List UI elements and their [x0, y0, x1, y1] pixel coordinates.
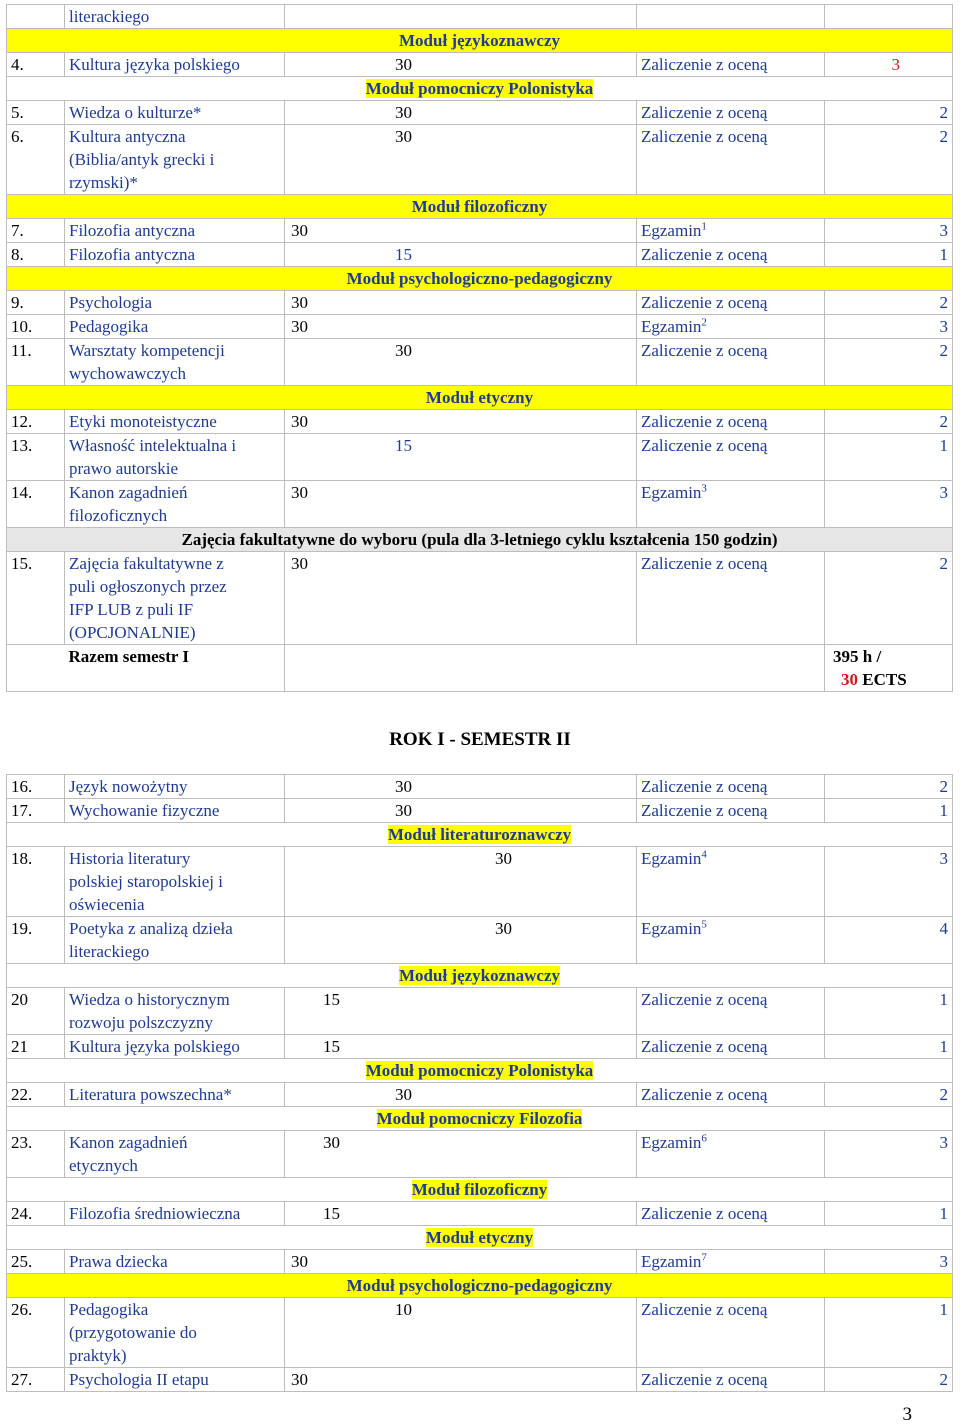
footnote-mark: 2	[701, 316, 707, 329]
course-name: Poetyka z analizą dzieła literackiego	[65, 917, 285, 964]
table-row	[7, 552, 953, 645]
module-label: Moduł pomocniczy Polonistyka	[7, 77, 953, 101]
course-form: Zaliczenie z oceną	[637, 53, 825, 77]
course-ects: 1	[825, 799, 953, 823]
course-ects: 2	[825, 775, 953, 799]
course-ects: 3	[825, 847, 953, 917]
module-header	[7, 1178, 953, 1202]
row-number: 27.	[7, 1368, 65, 1392]
row-number	[7, 5, 65, 29]
course-name: literackiego	[65, 5, 285, 29]
row-number: 21	[7, 1035, 65, 1059]
course-form: Zaliczenie z oceną	[637, 988, 825, 1035]
table-row	[7, 125, 953, 195]
course-name: Kultura antyczna (Biblia/antyk grecki i rzymski)*	[65, 125, 285, 195]
course-form	[637, 1131, 825, 1178]
row-number: 4.	[7, 53, 65, 77]
table-row	[7, 291, 953, 315]
row-number: 8.	[7, 243, 65, 267]
module-label: Moduł językoznawczy	[7, 29, 953, 53]
form-text: Egzamin	[641, 317, 702, 336]
course-name: Zajęcia fakultatywne z puli ogłoszonych przez IFP LUB z puli IF (OPCJONALNIE)	[65, 552, 285, 645]
module-label: Zajęcia fakultatywne do wyboru (pula dla 3-letniego cyklu kształcenia 150 godzin)	[7, 528, 953, 552]
module-label: Moduł etyczny	[7, 1226, 953, 1250]
module-header	[7, 1226, 953, 1250]
course-ects: 2	[825, 1368, 953, 1392]
table-row	[7, 799, 953, 823]
course-name: Kanon zagadnień etycznych	[65, 1131, 285, 1178]
course-name: Psychologia	[65, 291, 285, 315]
course-ects: 1	[825, 434, 953, 481]
course-name: Wiedza o kulturze*	[65, 101, 285, 125]
course-hours: 30	[285, 101, 637, 125]
course-hours: 30	[285, 291, 637, 315]
table-row	[7, 53, 953, 77]
course-hours: 30	[285, 1131, 637, 1178]
course-form	[637, 1250, 825, 1274]
course-hours: 30	[285, 917, 637, 964]
module-header	[7, 1274, 953, 1298]
course-form: Zaliczenie z oceną	[637, 775, 825, 799]
module-header	[7, 1059, 953, 1083]
course-ects: 2	[825, 410, 953, 434]
row-number: 20	[7, 988, 65, 1035]
course-ects: 4	[825, 917, 953, 964]
course-name: Kultura języka polskiego	[65, 1035, 285, 1059]
course-form: Zaliczenie z oceną	[637, 243, 825, 267]
table-row	[7, 917, 953, 964]
course-form: Zaliczenie z oceną	[637, 125, 825, 195]
course-hours: 30	[285, 410, 637, 434]
module-header	[7, 386, 953, 410]
row-number: 24.	[7, 1202, 65, 1226]
course-form: Zaliczenie z oceną	[637, 1368, 825, 1392]
course-form: Zaliczenie z oceną	[637, 1083, 825, 1107]
course-ects: 3	[825, 1131, 953, 1178]
row-number: 7.	[7, 219, 65, 243]
row-number: 23.	[7, 1131, 65, 1178]
course-name: Filozofia średniowieczna	[65, 1202, 285, 1226]
course-hours: 15	[285, 988, 637, 1035]
table-row	[7, 1202, 953, 1226]
course-form: Zaliczenie z oceną	[637, 1202, 825, 1226]
total-ects-value: 30	[841, 670, 858, 689]
course-hours: 30	[285, 219, 637, 243]
course-ects: 3	[825, 1250, 953, 1274]
footnote-mark: 4	[701, 848, 707, 861]
module-header	[7, 964, 953, 988]
module-header	[7, 528, 953, 552]
course-name: Własność intelektualna i prawo autorskie	[65, 434, 285, 481]
course-ects: 2	[825, 291, 953, 315]
row-number: 18.	[7, 847, 65, 917]
course-name: Kultura języka polskiego	[65, 53, 285, 77]
course-form: Zaliczenie z oceną	[637, 552, 825, 645]
row-number: 5.	[7, 101, 65, 125]
course-ects: 1	[825, 243, 953, 267]
table-row	[7, 847, 953, 917]
table-row	[7, 101, 953, 125]
course-name: Język nowożytny	[65, 775, 285, 799]
course-form: Zaliczenie z oceną	[637, 101, 825, 125]
course-form	[637, 481, 825, 528]
row-number: 11.	[7, 339, 65, 386]
module-label: Moduł psychologiczno-pedagogiczny	[7, 1274, 953, 1298]
course-form: Zaliczenie z oceną	[637, 291, 825, 315]
table-row	[7, 1368, 953, 1392]
total-hours: 395 h /	[833, 647, 882, 666]
table-row	[7, 1131, 953, 1178]
module-header	[7, 29, 953, 53]
course-ects: 3	[825, 219, 953, 243]
course-hours: 30	[285, 775, 637, 799]
semester-total-row	[7, 645, 953, 692]
course-ects: 3	[825, 315, 953, 339]
module-label: Moduł etyczny	[7, 386, 953, 410]
course-name: Prawa dziecka	[65, 1250, 285, 1274]
course-form	[637, 315, 825, 339]
total-ects-unit: ECTS	[862, 670, 907, 689]
course-ects: 2	[825, 125, 953, 195]
semester-title: ROK I - SEMESTR II	[389, 729, 571, 750]
course-form: Zaliczenie z oceną	[637, 799, 825, 823]
course-name: Kanon zagadnień filozoficznych	[65, 481, 285, 528]
course-ects: 2	[825, 339, 953, 386]
total-value	[825, 645, 953, 692]
course-hours: 30	[285, 1250, 637, 1274]
total-spacer	[7, 645, 65, 692]
course-hours: 15	[285, 434, 637, 481]
row-number: 17.	[7, 799, 65, 823]
course-form	[637, 5, 825, 29]
module-header	[7, 77, 953, 101]
table-row	[7, 1083, 953, 1107]
course-form	[637, 219, 825, 243]
module-label: Moduł literaturoznawczy	[7, 823, 953, 847]
row-number: 22.	[7, 1083, 65, 1107]
course-name: Psychologia II etapu	[65, 1368, 285, 1392]
course-name: Filozofia antyczna	[65, 243, 285, 267]
course-hours: 30	[285, 799, 637, 823]
course-ects: 1	[825, 1202, 953, 1226]
table-row	[7, 339, 953, 386]
row-number: 16.	[7, 775, 65, 799]
form-text: Egzamin	[641, 1252, 702, 1271]
course-ects	[825, 5, 953, 29]
row-number: 6.	[7, 125, 65, 195]
module-label: Moduł pomocniczy Polonistyka	[7, 1059, 953, 1083]
table-row	[7, 988, 953, 1035]
row-number: 9.	[7, 291, 65, 315]
course-hours: 10	[285, 1298, 637, 1368]
row-number: 12.	[7, 410, 65, 434]
course-ects: 3	[825, 481, 953, 528]
form-text: Egzamin	[641, 483, 702, 502]
course-ects: 1	[825, 988, 953, 1035]
module-header	[7, 823, 953, 847]
table-row	[7, 219, 953, 243]
course-form: Zaliczenie z oceną	[637, 1035, 825, 1059]
course-ects: 2	[825, 101, 953, 125]
course-hours: 30	[285, 339, 637, 386]
table-row	[7, 243, 953, 267]
course-form: Zaliczenie z oceną	[637, 1298, 825, 1368]
semester-2-table	[6, 774, 953, 1392]
module-label: Moduł językoznawczy	[7, 964, 953, 988]
course-name: Etyki monoteistyczne	[65, 410, 285, 434]
row-number: 19.	[7, 917, 65, 964]
row-number: 15.	[7, 552, 65, 645]
footnote-mark: 1	[701, 220, 707, 233]
row-number: 13.	[7, 434, 65, 481]
module-header	[7, 195, 953, 219]
row-number: 14.	[7, 481, 65, 528]
course-hours: 30	[285, 481, 637, 528]
table-row	[7, 5, 953, 29]
course-form	[637, 847, 825, 917]
course-name: Filozofia antyczna	[65, 219, 285, 243]
course-ects: 1	[825, 1035, 953, 1059]
table-row	[7, 434, 953, 481]
course-hours: 30	[285, 552, 637, 645]
course-name: Pedagogika (przygotowanie do praktyk)	[65, 1298, 285, 1368]
module-label: Moduł psychologiczno-pedagogiczny	[7, 267, 953, 291]
module-header	[7, 267, 953, 291]
table-row	[7, 481, 953, 528]
row-number: 26.	[7, 1298, 65, 1368]
course-name: Historia literatury polskiej staropolskiej i oświecenia	[65, 847, 285, 917]
table-row	[7, 410, 953, 434]
course-ects: 1	[825, 1298, 953, 1368]
table-row	[7, 775, 953, 799]
page-number: 3	[902, 1404, 912, 1425]
course-hours: 30	[285, 1368, 637, 1392]
course-hours: 30	[285, 53, 637, 77]
module-label: Moduł filozoficzny	[7, 195, 953, 219]
course-hours: 30	[285, 125, 637, 195]
course-form	[637, 917, 825, 964]
form-text: Egzamin	[641, 221, 702, 240]
course-hours: 15	[285, 1202, 637, 1226]
form-text: Egzamin	[641, 849, 702, 868]
total-spacer	[285, 645, 825, 692]
course-form: Zaliczenie z oceną	[637, 434, 825, 481]
footnote-mark: 3	[701, 482, 707, 495]
table-row	[7, 1298, 953, 1368]
module-label: Moduł pomocniczy Filozofia	[7, 1107, 953, 1131]
course-name: Warsztaty kompetencji wychowawczych	[65, 339, 285, 386]
footnote-mark: 6	[701, 1132, 707, 1145]
table-row	[7, 1035, 953, 1059]
course-ects: 3	[825, 53, 953, 77]
course-name: Wiedza o historycznym rozwoju polszczyzny	[65, 988, 285, 1035]
course-ects: 2	[825, 552, 953, 645]
course-hours: 15	[285, 1035, 637, 1059]
course-hours: 30	[285, 847, 637, 917]
course-name: Pedagogika	[65, 315, 285, 339]
table-row	[7, 1250, 953, 1274]
footnote-mark: 7	[701, 1251, 707, 1264]
course-ects: 2	[825, 1083, 953, 1107]
form-text: Egzamin	[641, 919, 702, 938]
course-hours: 15	[285, 243, 637, 267]
row-number: 10.	[7, 315, 65, 339]
course-name: Literatura powszechna*	[65, 1083, 285, 1107]
course-name: Wychowanie fizyczne	[65, 799, 285, 823]
course-hours	[285, 5, 637, 29]
footnote-mark: 5	[701, 918, 707, 931]
total-label: Razem semestr I	[65, 645, 285, 692]
course-hours: 30	[285, 1083, 637, 1107]
course-hours: 30	[285, 315, 637, 339]
semester-1-table	[6, 4, 953, 692]
course-form: Zaliczenie z oceną	[637, 410, 825, 434]
row-number: 25.	[7, 1250, 65, 1274]
form-text: Egzamin	[641, 1133, 702, 1152]
module-header	[7, 1107, 953, 1131]
course-form: Zaliczenie z oceną	[637, 339, 825, 386]
table-row	[7, 315, 953, 339]
module-label: Moduł filozoficzny	[7, 1178, 953, 1202]
